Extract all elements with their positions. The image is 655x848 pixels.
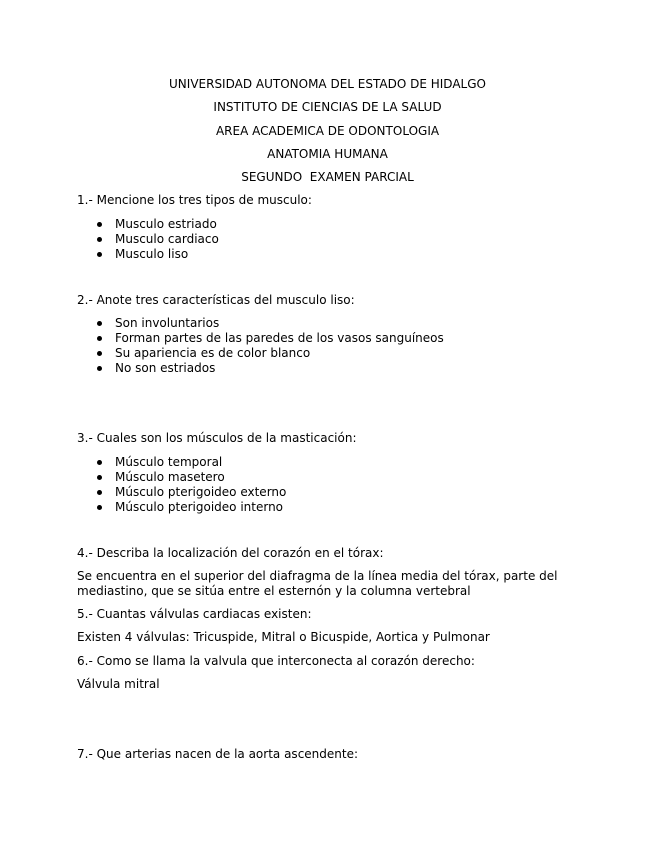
bullet-icon (97, 366, 102, 371)
question-1: 1.- Mencione los tres tipos de musculo: (77, 193, 312, 207)
bullet-icon (97, 460, 102, 465)
university-name: UNIVERSIDAD AUTONOMA DEL ESTADO DE HIDALGO (169, 77, 486, 91)
question-3: 3.- Cuales son los músculos de la masticación: (77, 431, 357, 445)
answer-4-line-1: Se encuentra en el superior del diafragma de la línea media del tórax, parte del (77, 569, 558, 583)
institute-name: INSTITUTO DE CIENCIAS DE LA SALUD (213, 100, 442, 114)
bullet-icon (97, 237, 102, 242)
question-6: 6.- Como se llama la valvula que interconecta al corazón derecho: (77, 654, 475, 668)
bullet-icon (97, 336, 102, 341)
answer-5: Existen 4 válvulas: Tricuspide, Mitral o Bicuspide, Aortica y Pulmonar (77, 630, 490, 644)
bullet-icon (97, 222, 102, 227)
question-5: 5.- Cuantas válvulas cardiacas existen: (77, 607, 312, 621)
academic-area: AREA ACADEMICA DE ODONTOLOGIA (215, 124, 440, 138)
bullet-icon (97, 321, 102, 326)
bullet-icon (97, 490, 102, 495)
answer-6: Válvula mitral (77, 677, 160, 691)
bullet-icon (97, 351, 102, 356)
bullet-icon (97, 252, 102, 257)
answer-4-line-2: mediastino, que se sitúa entre el esternón y la columna vertebral (77, 584, 471, 598)
exam-page: UNIVERSIDAD AUTONOMA DEL ESTADO DE HIDALGO INSTITUTO DE CIENCIAS DE LA SALUD AREA ACADEMICA DE ODONTOLOGIA ANATOMIA HUMANA SEGUNDO EXAMEN PARCIAL 1.- Mencione los tres tipos de musculo: Musculo estriado Musculo cardiaco Musculo liso 2.- Anote tres características del musculo liso: Son involuntarios Forman partes de las paredes de los vasos sanguíneos Su apariencia es de color blanco No son estriados 3.- Cuales son los músculos de la masticación: Músculo temporal Músculo masetero Músculo pterigoideo externo Músculo pterigoideo interno 4.- Describa la localización del corazón en el tórax: Se encuentra en el superior del diafragma de la línea media del tórax, parte del mediastino, que se sitúa entre el esternón y la columna vertebral 5.- Cuantas válvulas cardiacas existen: Existen 4 válvulas: Tricuspide, Mitral o Bicuspide, Aortica y Pulmonar 6.- Como se llama la valvula que interconecta al corazón derecho: Válvula mitral 7.- Que arterias nacen de la aorta ascendente: (0, 0, 655, 848)
bullet-icon (97, 475, 102, 480)
bullet-icon (97, 505, 102, 510)
question-7: 7.- Que arterias nacen de la aorta ascendente: (77, 747, 359, 761)
subject-title: ANATOMIA HUMANA (267, 147, 388, 161)
exam-title: SEGUNDO EXAMEN PARCIAL (241, 170, 414, 184)
question-2: 2.- Anote tres características del musculo liso: (77, 293, 355, 307)
question-4: 4.- Describa la localización del corazón en el tórax: (77, 546, 384, 560)
